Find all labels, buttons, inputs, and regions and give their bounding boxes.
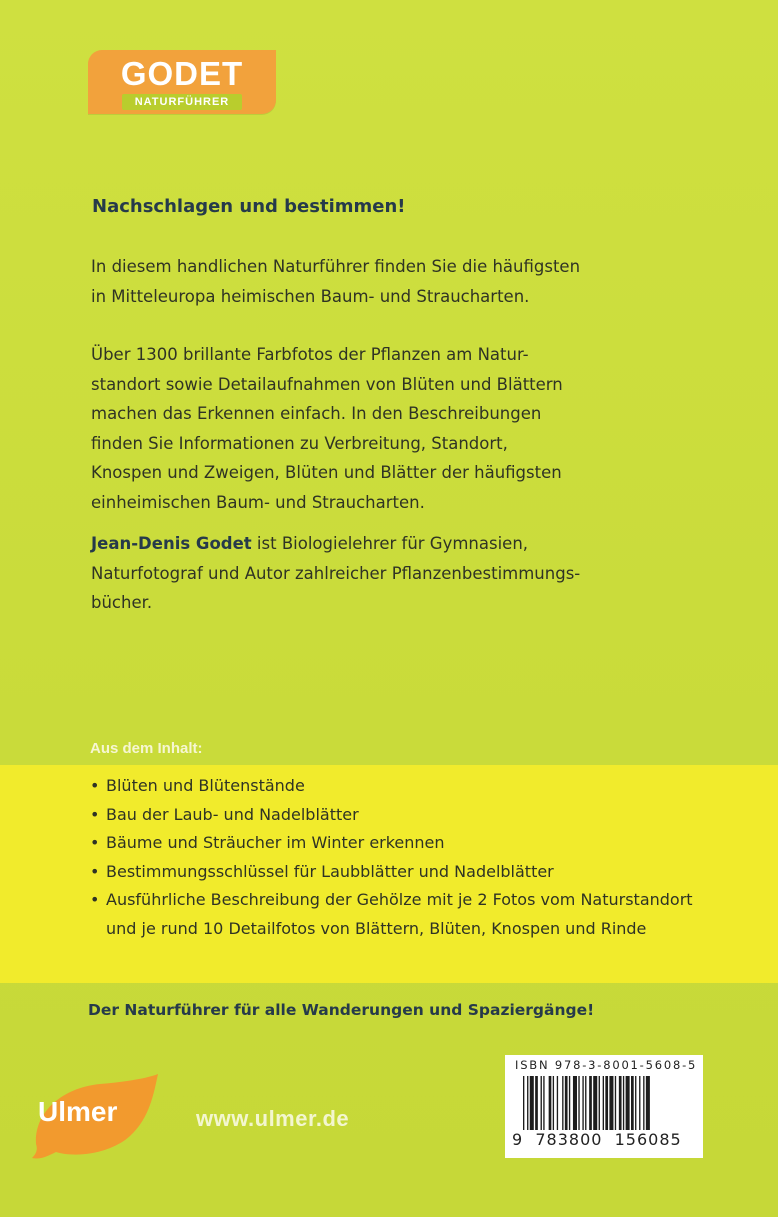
cover-heading: Nachschlagen und bestimmen! <box>92 196 406 217</box>
logo-subtitle: NATURFÜHRER <box>122 94 242 110</box>
tagline: Der Naturführer für alle Wanderungen und Spaziergänge! <box>88 1001 595 1019</box>
list-item: • Ausführliche Beschreibung der Gehölze mit je 2 Fotos vom Naturstandort und je rund 10 Detailfotos von Blättern, Blüten, Knospen und Rinde <box>90 886 710 943</box>
barcode-digits: 9 783800 156085 <box>512 1130 682 1149</box>
bullet: • <box>90 776 100 795</box>
bullet: • <box>90 861 100 881</box>
photos-paragraph: Über 1300 brillante Farbfotos der Pflanzen am Natur- standort sowie Detailaufnahmen von Blüten und Blättern machen das Erkennen einfach. In den Beschreibungen finden Sie Informationen zu Verbreitung, Standort, Knospen und Zweigen, Blüten und Blätter der häufigsten einheimischen Baum- und Straucharten. <box>91 345 563 512</box>
bullet: • <box>90 833 100 852</box>
bullet: • <box>90 890 100 909</box>
logo-title: GODET <box>120 55 244 92</box>
publisher-name: Ulmer <box>38 1096 118 1127</box>
bullet: • <box>90 804 100 824</box>
author-name: Jean-Denis Godet <box>91 534 252 553</box>
barcode-icon <box>523 1076 693 1130</box>
author-paragraph <box>91 529 691 618</box>
author-bio: ist Biologielehrer für Gymnasien, Naturfotograf und Autor zahlreicher Pflanzenbestimmungs- bücher. <box>91 534 581 612</box>
isbn-label: ISBN 978-3-8001-5608-5 <box>515 1058 698 1072</box>
contents-label: Aus dem Inhalt: <box>90 740 203 757</box>
list-item: • Blüten und Blütenstände <box>90 772 710 801</box>
contents-list <box>90 772 710 943</box>
publisher-url[interactable]: www.ulmer.de <box>196 1106 350 1131</box>
list-item: • Bäume und Sträucher im Winter erkennen <box>90 829 710 858</box>
list-item: • Bau der Laub- und Nadelblätter <box>90 801 710 830</box>
list-item: • Bestimmungsschlüssel für Laubblätter und Nadelblätter <box>90 858 710 887</box>
intro-paragraph: In diesem handlichen Naturführer finden Sie die häufigsten in Mitteleuropa heimischen Baum- und Straucharten. <box>91 257 581 306</box>
